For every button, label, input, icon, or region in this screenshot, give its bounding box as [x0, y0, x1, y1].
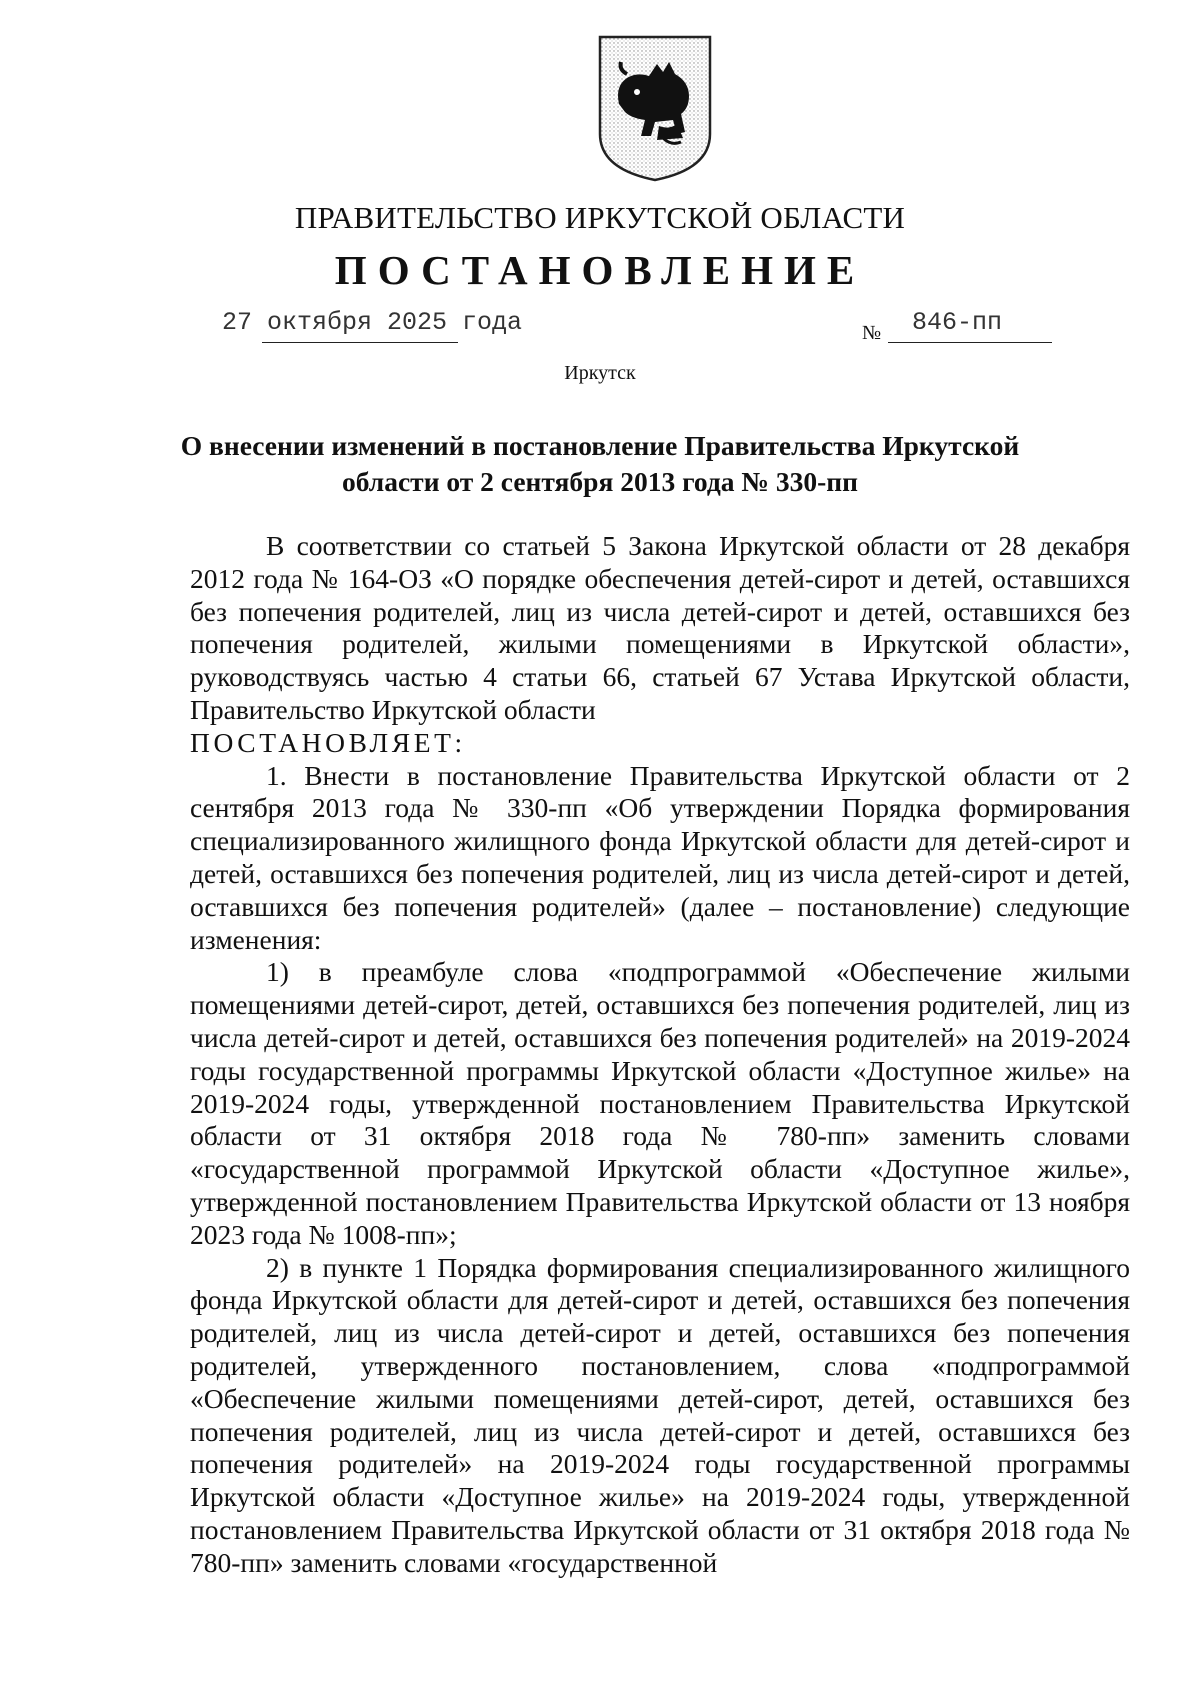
title-line-2: области от 2 сентября 2013 года № 330-пп: [341, 466, 858, 497]
government-name: ПРАВИТЕЛЬСТВО ИРКУТСКОЙ ОБЛАСТИ: [294, 200, 906, 235]
subitem-1-paragraph: 1) в преамбуле слова «подпрограммой «Обеспечение жилыми помещениями детей-сирот, детей, оставшихся без попечения родителей, лиц из числа детей-сирот и детей, оставшихся без попечения родителей» на 2019-2024 годы государственной программы Иркутской области «Доступное жилье» на 2019-2024 годы, утвержденной постановлением Правительства Иркутской области от 31 октября 2018 года № 780-пп» заменить словами «государственной программой Иркутской области «Доступное жилье», утвержденной постановлением Правительства Иркутской области от 13 ноября 2023 года № 1008-пп»;: [190, 956, 1130, 1250]
item-1-paragraph: 1. Внести в постановление Правительства Иркутской области от 2 сентября 2013 года № 330-пп «Об утверждении Порядка формирования специализированного жилищного фонда Иркутской области для детей-сирот и детей, оставшихся без попечения родителей, лиц из числа детей-сирот и детей, оставшихся без попечения родителей» (далее – постановление) следующие изменения:: [190, 759, 1130, 955]
document-date: 27 октября 2025 года: [222, 308, 523, 337]
date-underline: [262, 342, 458, 343]
number-underline: [888, 342, 1052, 343]
preamble-paragraph: В соответствии со статьей 5 Закона Иркутской области от 28 декабря 2012 года № 164-ОЗ «О порядке обеспечения детей-сирот и детей, оставшихся без попечения родителей, лиц из числа детей-сирот и детей, оставшихся без попечения родителей, жилыми помещениями в Иркутской области», руководствуясь частью 4 статьи 66, статьей 67 Устава Иркутской области, Правительство Иркутской области: [190, 530, 1130, 725]
subitem-2-paragraph: 2) в пункте 1 Порядка формирования специализированного жилищного фонда Иркутской области для детей-сирот и детей, оставшихся без попечения родителей, лиц из числа детей-сирот и детей, оставшихся без попечения родителей, утвержденного постановлением, слова «подпрограммой «Обеспечение жилыми помещениями детей-сирот, детей, оставшихся без попечения родителей, лиц из числа детей-сирот и детей, оставшихся без попечения родителей» на 2019-2024 годы государственной программы Иркутской области «Доступное жилье» на 2019-2024 годы, утвержденной постановлением Правительства Иркутской области от 31 октября 2018 года № 780-пп» заменить словами «государственной: [190, 1251, 1130, 1578]
document-title: [0, 428, 1200, 500]
title-line-1: О внесении изменений в постановление Правительства Иркутской: [180, 430, 1020, 461]
coat-of-arms-emblem: [597, 34, 713, 182]
resolves-heading: ПОСТАНОВЛЯЕТ:: [190, 726, 466, 758]
document-type: ПОСТАНОВЛЕНИЕ: [334, 247, 866, 293]
document-number: 846-пп: [912, 308, 1003, 337]
document-body: [190, 530, 1130, 1580]
number-sign: №: [862, 322, 882, 344]
document-city: Иркутск: [564, 362, 636, 384]
